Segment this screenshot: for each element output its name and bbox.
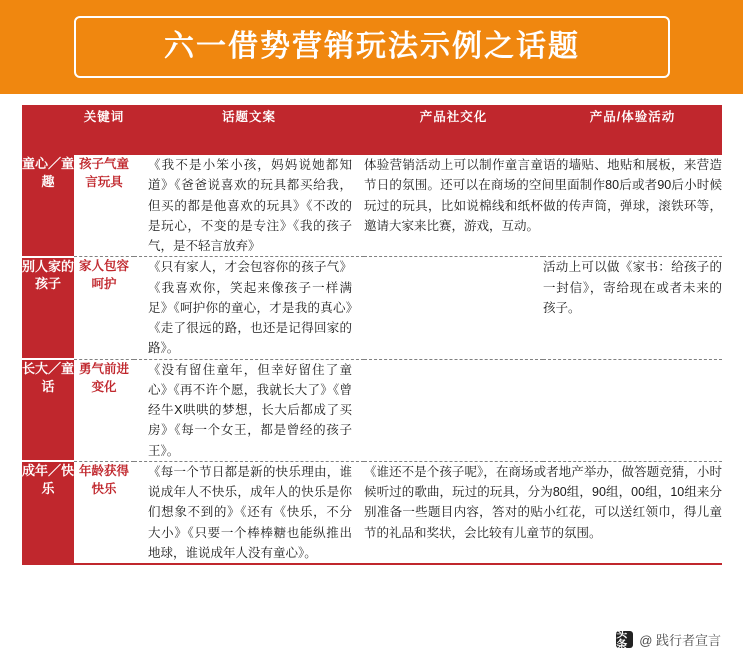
row-activity: 活动上可以做《家书：给孩子的一封信》，寄给现在或者未来的孩子。 [543,257,722,359]
title-banner [0,0,743,94]
watermark [616,627,721,651]
content-table-wrapper [22,105,722,565]
row-copy: 《我不是小笨小孩，妈妈说她都知道》《爸爸说喜欢的玩具都买给我，但买的都是他喜欢的玩具》《不改的是玩心，不变的是专注》《我的孩子气，是不轻言放弃》 [134,155,364,257]
row-keyword: 勇气前进变化 [74,359,134,461]
table-bottom-rule [22,563,722,565]
table-header-keyword: 关键词 [74,107,134,155]
page-title: 六一借势营销玩法示例之话题 [164,30,580,63]
row-social: 体验营销活动上可以制作童言童语的墙贴、地贴和展板，来营造节日的氛围。还可以在商场的空间里面制作80后或者90后小时候玩过的玩具，比如说棉线和纸杯做的传声筒，弹球，滚铁环等，邀请大家来比赛，游戏，互动。 [364,155,722,257]
table-header-copy: 话题文案 [134,107,364,155]
row-keyword: 家人包容呵护 [74,257,134,359]
row-category: 长大／童话 [22,359,74,461]
row-copy: 《只有家人，才会包容你的孩子气》《我喜欢你，笑起来像孩子一样满足》《呵护你的童心，才是我的真心》《走了很远的路，也还是记得回家的路》。 [134,257,364,359]
title-banner-frame [74,16,670,78]
table-header-spacer [22,107,74,155]
table-row [22,257,722,359]
row-category: 成年／快乐 [22,461,74,563]
table-header [22,107,722,155]
row-social: 《谁还不是个孩子呢》，在商场或者地产举办，做答题竞猜，小时候听过的歌曲，玩过的玩具，分为80组，90组，00组，10组来分别准备一些题目内容，答对的贴小红花，可以送红领巾，得儿童节的礼品和奖状，会比较有儿童节的氛围。 [364,464,722,540]
row-keyword: 年龄获得快乐 [78,463,129,496]
table-body [22,155,722,563]
row-category: 童心／童趣 [22,155,74,257]
table-row [22,359,722,461]
row-copy: 《每一个节日都是新的快乐理由，谁说成年人不快乐，成年人的快乐是你们想象不到的》《还有《快乐，不分大小》《只要一个棒棒糖也能纵推出地球，谁说成年人没有童心》。 [148,464,352,560]
row-keyword: 孩子气童言玩具 [74,155,134,257]
table-row [22,155,722,257]
content-table [22,107,722,563]
row-social [364,359,543,461]
row-category: 别人家的孩子 [22,257,74,359]
table-header-social: 产品社交化 [364,107,543,155]
row-activity [543,359,722,461]
table-header-row [22,107,722,155]
row-copy: 《没有留住童年，但幸好留住了童心》《再不许个愿，我就长大了》《曾经牛X哄哄的梦想，长大后都成了买房》《每一个女王，都是曾经的孩子王》。 [134,359,364,461]
watermark-account: @ 践行者宣言 [639,633,721,648]
toutiao-logo-icon: 头条 [616,631,633,648]
table-row [22,461,722,563]
row-social [364,257,543,359]
table-header-activity: 产品/体验活动 [543,107,722,155]
